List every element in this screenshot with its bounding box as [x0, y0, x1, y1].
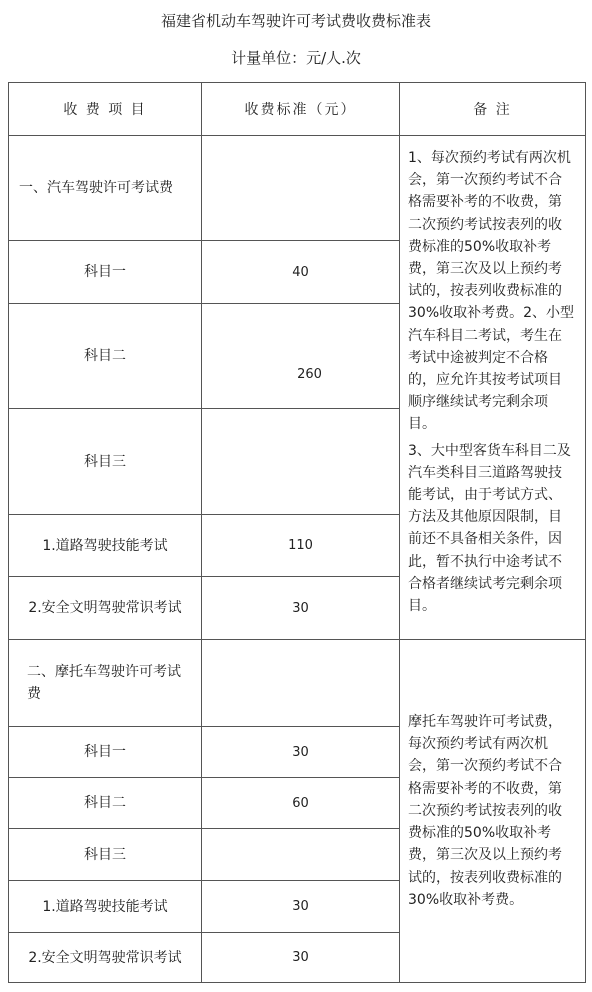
car-road-test-fee: 110 — [202, 515, 400, 577]
header-item: 收 费 项 目 — [9, 83, 202, 136]
car-subject1-fee: 40 — [202, 241, 400, 304]
moto-safety-test-label: 2.安全文明驾驶常识考试 — [9, 933, 202, 983]
moto-subject1-label: 科目一 — [9, 727, 202, 778]
moto-subject3-fee — [202, 829, 400, 881]
table-row — [9, 640, 586, 727]
car-subject3-fee — [202, 409, 400, 515]
moto-subject3-label: 科目三 — [9, 829, 202, 881]
car-subject2-fee: 260 — [202, 304, 400, 409]
document-title: 福建省机动车驾驶许可考试费收费标准表 — [160, 12, 431, 30]
table-header-row — [9, 83, 586, 136]
moto-note-cell — [400, 640, 586, 983]
moto-subject1-fee: 30 — [202, 727, 400, 778]
car-note-2: 3、大中型客货车科目二及汽车类科目三道路驾驶技能考试，由于考试方式、方法及其他原因限制，目前还不具备相关条件，因此，暂不执行中途考试不合格者继续试考完剩余项目。 — [408, 442, 571, 615]
moto-road-test-label: 1.道路驾驶技能考试 — [9, 881, 202, 933]
moto-section-fee — [202, 640, 400, 727]
car-subject2-label: 科目二 — [9, 304, 202, 409]
car-note-1: 1、每次预约考试有两次机会，第一次预约考试不合格需要补考的不收费，第二次预约考试按表列的收费标准的50%收取补考费，第三次及以上预约考试的，按表列收费标准的30%收取补考费。2、小型汽车科目二考试，考生在考试中途被判定不合格的，应允许其按考试项目顺序继续试考完剩余项目。 — [408, 150, 575, 433]
fee-standard-table — [8, 82, 586, 983]
moto-subject2-label: 科目二 — [9, 778, 202, 829]
measurement-unit: 计量单位：元/人.次 — [231, 49, 361, 67]
car-subject1-label: 科目一 — [9, 241, 202, 304]
moto-safety-test-fee: 30 — [202, 933, 400, 983]
moto-subject2-fee: 60 — [202, 778, 400, 829]
car-safety-test-label: 2.安全文明驾驶常识考试 — [9, 577, 202, 640]
car-subject3-label: 科目三 — [9, 409, 202, 515]
car-road-test-label: 1.道路驾驶技能考试 — [9, 515, 202, 577]
car-section-fee — [202, 136, 400, 241]
header-fee: 收费标准（元） — [202, 83, 400, 136]
table-row — [9, 136, 586, 241]
moto-note: 摩托车驾驶许可考试费，每次预约考试有两次机会，第一次预约考试不合格需要补考的不收费，第二次预约考试按表列的收费标准的50%收取补考费，第三次及以上预约考试的，按表列收费标准的30%收取补考费。 — [408, 714, 562, 908]
moto-section-title: 二、摩托车驾驶许可考试费 — [9, 640, 202, 727]
moto-road-test-fee: 30 — [202, 881, 400, 933]
car-note-cell — [400, 136, 586, 640]
car-safety-test-fee: 30 — [202, 577, 400, 640]
header-note: 备 注 — [400, 83, 586, 136]
car-section-title: 一、汽车驾驶许可考试费 — [9, 136, 202, 241]
